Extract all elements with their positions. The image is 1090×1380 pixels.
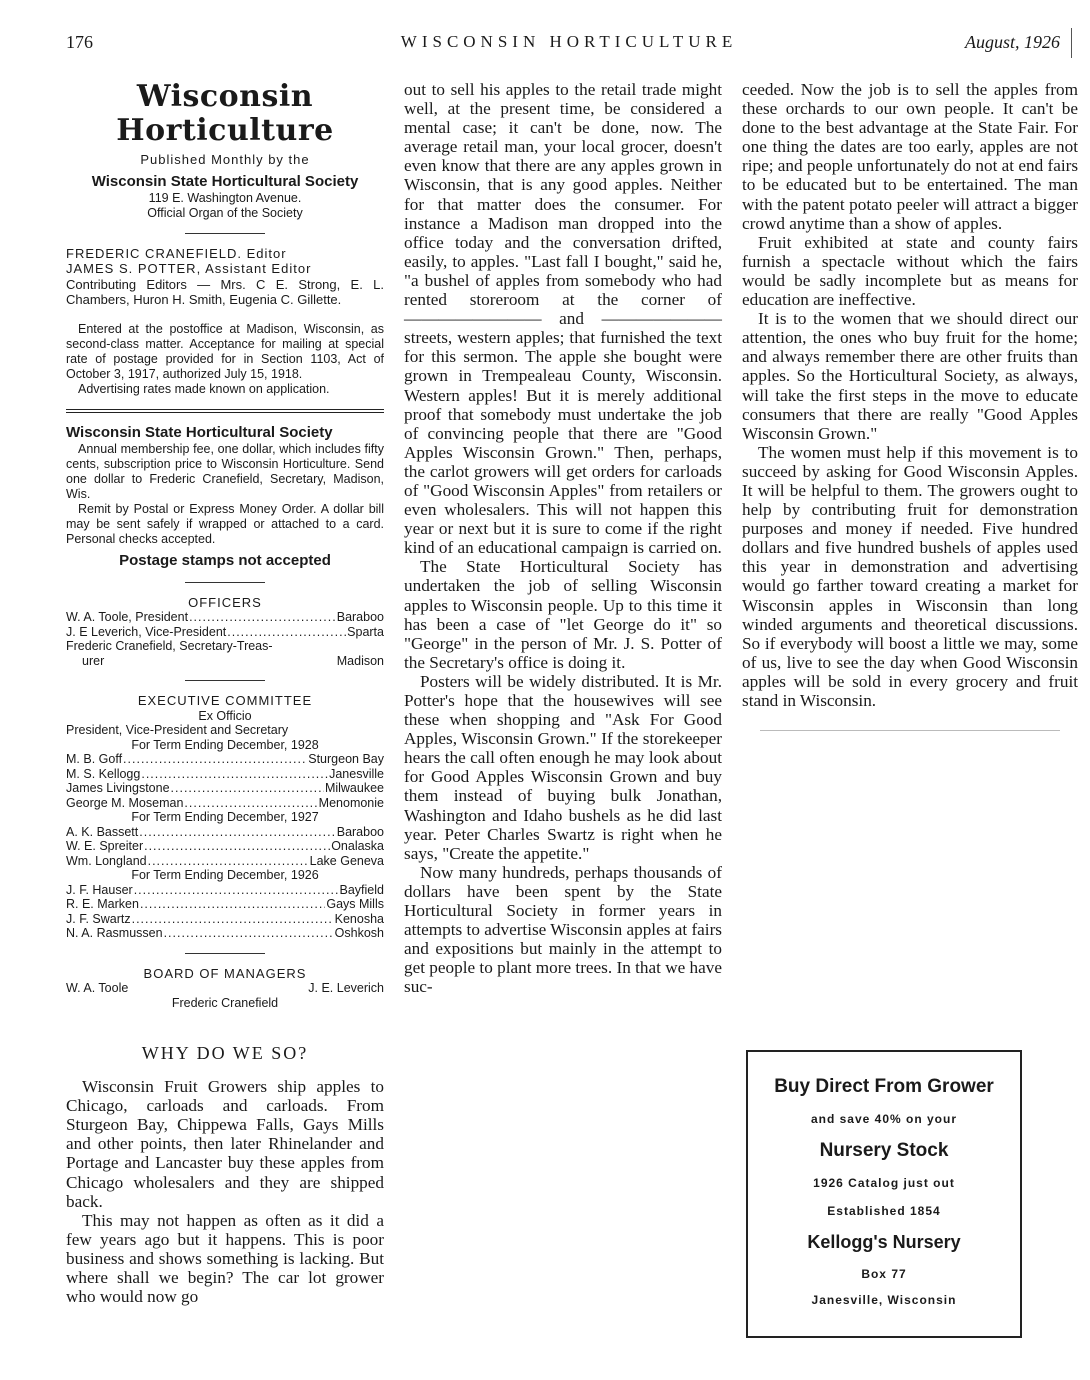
remittance-text: Remit by Postal or Express Money Order. A dollar bill may be sent safely if wrapped or attached to a card. Personal checks accepted. <box>66 501 384 546</box>
column-2 <box>404 80 722 997</box>
postal-notice: Entered at the postoffice at Madison, Wisconsin, as second-class matter. Acceptance for mailing at special rate of postage provided for in Section 1103, Act of October 3, 1917, authorized July 15, 1918. <box>66 321 384 381</box>
article-col1 <box>66 1044 384 1306</box>
committee-row: James Livingstone ..... Milwaukee <box>66 781 384 796</box>
paragraph: This may not happen as often as it did a few years ago but it happens. This is poor business and shows something is lacking. But where shall we begin? The car lot grower who would now go <box>66 1210 384 1307</box>
committee-row: W. E. Spreiter ..... Onalaska <box>66 839 384 854</box>
committee-row: J. F. Swartz ..... Kenosha <box>66 912 384 927</box>
column-1 <box>66 80 384 1306</box>
committee-row: George M. Moseman ..... Menomonie <box>66 796 384 811</box>
ex-officio-members: President, Vice-President and Secretary <box>66 723 289 737</box>
ad-savings: and save 40% on your <box>810 1112 958 1126</box>
committee-row: Wm. Longland ..... Lake Geneva <box>66 854 384 869</box>
ad-box: Box 77 <box>861 1267 907 1281</box>
advertising-notice: Advertising rates made known on application. <box>78 381 330 396</box>
ad-product: Nursery Stock <box>819 1140 949 1161</box>
paragraph: ceeded. Now the job is to sell the apples from these orchards to our own people. It can't be done to the best advantage at the State Fair. For one thing the dates are too early, apples are not ripe; and people unfortunately do not at end fairs to be educated but to be entertained. The man with the patent potato peeler will attract a bigger crowd anytime than a show of apples. <box>742 80 1079 233</box>
society-name: Wisconsin State Horticultural Society <box>91 172 359 190</box>
paragraph: Now many hundreds, perhaps thousands of dollars have been spent by the State Horticultural Society in former years in attempts to advertise Wisconsin apples at fairs and expositions but mainly in the attempt to get people to plant more trees. In that we have suc- <box>404 862 722 997</box>
paragraph: Fruit exhibited at state and county fairs furnish a spectacle without which the fairs would be sadly incomplete but as means for education are ineffective. <box>742 232 1078 310</box>
divider <box>185 233 265 234</box>
column-3 <box>742 80 1078 731</box>
editor-line: FREDERIC CRANEFIELD. Editor <box>66 245 287 261</box>
edge-mark <box>1071 28 1072 58</box>
masthead-title: Wisconsin Horticulture <box>116 79 334 148</box>
paragraph: Wisconsin Fruit Growers ship apples to Chicago, carloads and carloads. From Sturgeon Bay, Chippewa Falls, Gays Mills and other points, then later Rhinelander and Portage and Lancaster buy these apples from Chicago wholesalers and they are shipped back. <box>66 1077 384 1211</box>
committee-row: J. F. Hauser ..... Bayfield <box>66 883 384 898</box>
ad-headline: Buy Direct From Grower <box>774 1076 994 1097</box>
article-headline: WHY DO WE SO? <box>141 1043 309 1063</box>
divider <box>185 582 265 583</box>
published-line: Published Monthly by the <box>140 152 310 167</box>
term-label: For Term Ending December, 1927 <box>131 810 319 824</box>
committee-row: M. B. Goff ..... Sturgeon Bay <box>66 752 384 767</box>
paragraph: The State Horticultural Society has undertaken the job of selling Wisconsin apples to Wisconsin people. Up to this time it has been a case of "let George do it" so "George" in the person of Mr. J. S. Potter of the Secretary's office is doing it. <box>404 557 722 672</box>
issue-date: August, 1926 <box>964 32 1060 52</box>
double-rule <box>66 409 384 413</box>
divider <box>185 680 265 681</box>
membership-text: Annual membership fee, one dollar, which includes fifty cents, subscription price to Wisconsin Horticulture. Send one dollar to Frederic Cranefield, Secretary, Madison, Wis. <box>66 441 384 501</box>
ad-catalog: 1926 Catalog just out <box>813 1176 955 1190</box>
officer-row: W. A. Toole, President ..... Baraboo <box>66 610 384 625</box>
ad-company: Kellogg's Nursery <box>807 1232 961 1252</box>
paragraph: Posters will be widely distributed. It is Mr. Potter's hope that the housewives will see these when shopping and "Ask For Good Apples, Wisconsin Grown." If the storekeeper hears the call often enough he may look about for Good Apples Wisconsin Grown and buy them instead of buying bulk Jonathan, Washington and Idaho bushels as he did last year. Peter Charles Swartz is right when he says, "Create the appetite." <box>404 671 722 863</box>
nursery-advertisement <box>746 1050 1022 1338</box>
officer-row: J. E Leverich, Vice-President ..... Sparta <box>66 625 384 640</box>
society-address: 119 E. Washington Avenue. <box>148 190 302 205</box>
term-label: For Term Ending December, 1928 <box>131 737 319 752</box>
assistant-editor-line: JAMES S. POTTER, Assistant Editor <box>66 261 312 276</box>
ad-location: Janesville, Wisconsin <box>811 1293 957 1307</box>
article-end-rule <box>760 730 1060 731</box>
board-heading: BOARD OF MANAGERS <box>143 965 307 981</box>
official-organ: Official Organ of the Society <box>147 205 303 220</box>
divider <box>185 953 265 954</box>
committee-row: M. S. Kellogg ..... Janesville <box>66 767 384 782</box>
executive-heading: EXECUTIVE COMMITTEE <box>137 693 313 708</box>
ex-officio-label: Ex Officio <box>198 708 252 723</box>
page-number: 176 <box>66 32 93 52</box>
committee-row: R. E. Marken ..... Gays Mills <box>66 897 384 912</box>
ad-established: Established 1854 <box>827 1204 941 1218</box>
journal-title: WISCONSIN HORTICULTURE <box>400 32 738 51</box>
board-row: W. A. Toole J. E. Leverich <box>66 981 384 995</box>
board-member: Frederic Cranefield <box>171 995 279 1010</box>
paragraph: It is to the women that we should direct our attention, the ones who buy fruit for the home; and always remember there are other fruits than apples. So the Horticultural Society, as always, will take the first steps in the move to educate consumers that there are really "Good Apples Wisconsin Grown." <box>742 309 1078 443</box>
officer-row-continued: urer Madison <box>82 653 384 668</box>
masthead <box>66 80 384 1010</box>
stamps-notice: Postage stamps not accepted <box>119 551 331 569</box>
membership-heading: Wisconsin State Horticultural Society <box>66 423 333 441</box>
officers-heading: OFFICERS <box>188 594 262 610</box>
committee-row: N. A. Rasmussen ..... Oshkosh <box>66 926 384 941</box>
paragraph: out to sell his apples to the retail trade might well, at the present time, be considered a mental case; it can't be done, now. The average retail man, your local grocer, doesn't even know that there are any apples grown in Wisconsin, that is any good apples. Neither for that matter does the consumer. For instance a Madison man dropped into the office today and the conversation drifted, easily, to apples. "Last fall I bought," said he, "a bushel of apples from somebody who had rented storeroom at the corner of ———————— and ——————— streets, western apples; that furnished the text for this sermon. The apple she bought were grown in Trempealeau County, Wisconsin. Western apples! But it is merely additional proof that somebody must undertake the job of convincing people that there are "Good Apples Wisconsin Grown." Then, perhaps, the carlot growers will get orders for carloads of "Good Wisconsin Apples" from retailers or even wholesalers. This will not happen this year or next but it is sure to come if the right kind of an educational campaign is carried on. <box>404 80 722 558</box>
officer-row: Frederic Cranefield, Secretary-Treas- <box>66 639 273 653</box>
running-header <box>66 32 1072 56</box>
committee-row: A. K. Bassett ..... Baraboo <box>66 825 384 840</box>
contributing-editors: Contributing Editors — Mrs. C E. Strong, E. L. Chambers, Huron H. Smith, Eugenia C. Gillette. <box>66 276 384 307</box>
paragraph: The women must help if this movement is to succeed by asking for Good Wisconsin Apples. It will be helpful to them. The growers ought to help by contributing fruit for demonstration purposes and money if needed. Five hundred dollars and five hundred bushels of apples used this year in demonstration and advertising would go farther toward creating a market for Wisconsin apples in Wisconsin than long winded arguments and theoretical discussions. So if everybody will boost a little we may, some of us, live to see the day when Good Wisconsin apples will be sold in every grocery and fruit stand in Wisconsin. <box>742 442 1078 710</box>
term-label: For Term Ending December, 1926 <box>131 868 319 882</box>
